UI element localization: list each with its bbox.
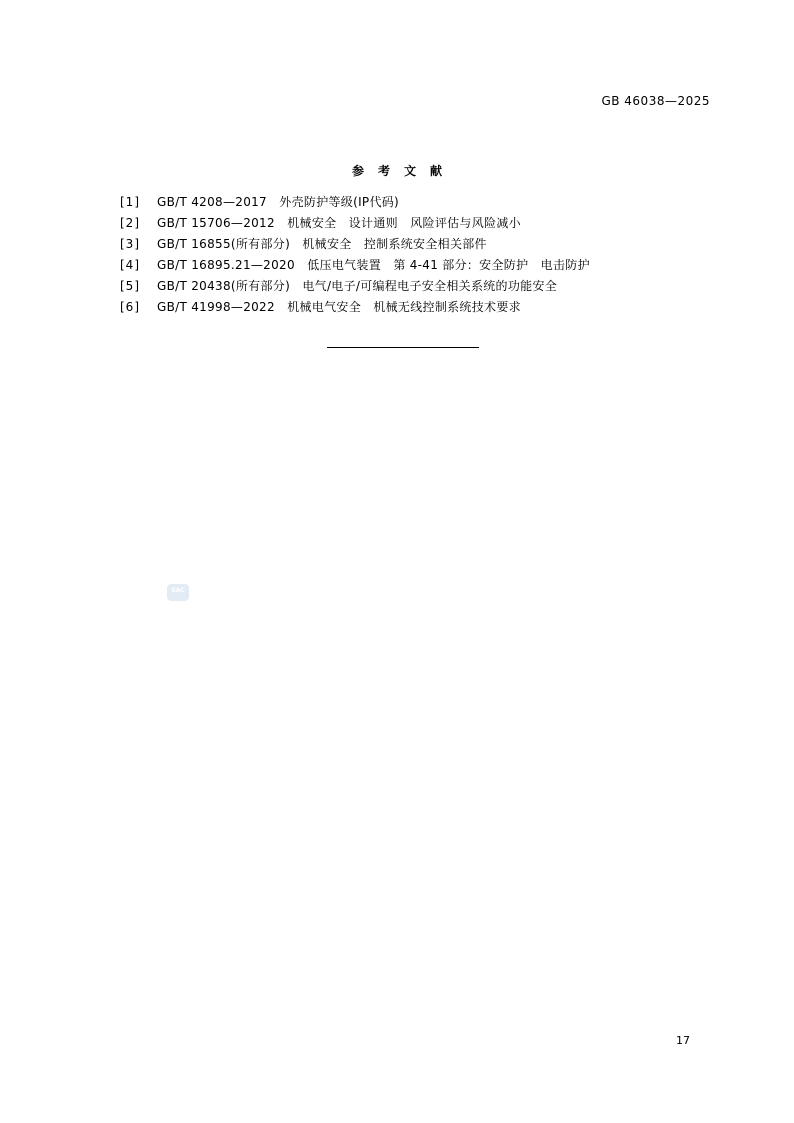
sac-watermark-logo [167, 584, 189, 601]
reference-number: [5] [120, 279, 140, 293]
reference-number: [3] [120, 237, 140, 251]
sac-watermark-text: SAC [171, 587, 185, 594]
reference-item [120, 276, 700, 297]
end-of-document-rule [327, 347, 479, 348]
reference-number: [2] [120, 216, 140, 230]
section-title: 参考文献 [351, 164, 456, 178]
reference-item [120, 234, 700, 255]
reference-text: GB/T 41998—2022 机械电气安全 机械无线控制系统技术要求 [157, 300, 521, 314]
reference-text: GB/T 16895.21—2020 低压电气装置 第 4-41 部分：安全防护 电击防护 [157, 258, 590, 272]
reference-number: [1] [120, 195, 140, 209]
reference-item [120, 192, 700, 213]
standard-code-header: GB 46038—2025 [601, 94, 710, 108]
reference-text: GB/T 15706—2012 机械安全 设计通则 风险评估与风险减小 [157, 216, 521, 230]
reference-text: GB/T 16855(所有部分) 机械安全 控制系统安全相关部件 [157, 237, 487, 251]
page-number: 17 [676, 1034, 690, 1047]
reference-item [120, 255, 700, 276]
reference-number: [4] [120, 258, 140, 272]
reference-list [120, 192, 700, 318]
reference-number: [6] [120, 300, 140, 314]
reference-item [120, 213, 700, 234]
reference-text: GB/T 20438(所有部分) 电气/电子/可编程电子安全相关系统的功能安全 [157, 279, 558, 293]
reference-text: GB/T 4208—2017 外壳防护等级(IP代码) [157, 195, 400, 209]
reference-item [120, 297, 700, 318]
